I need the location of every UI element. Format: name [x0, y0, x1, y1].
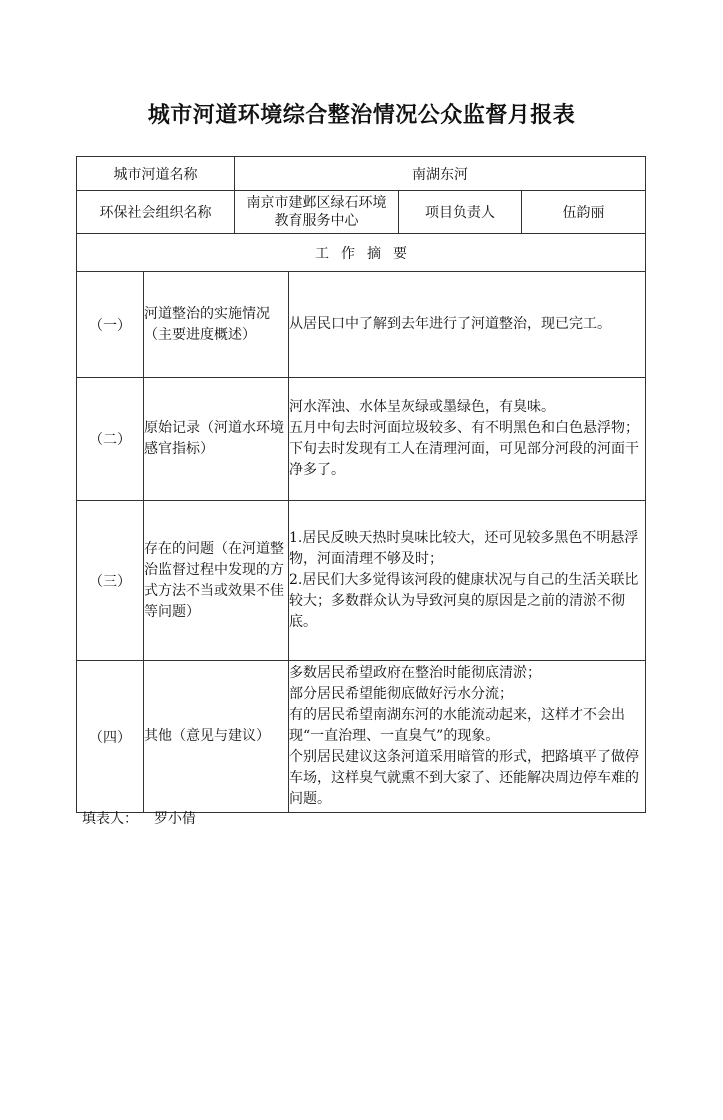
section-line: 个别居民建议这条河道采用暗管的形式，把路填平了做停车场，这样臭气就熏不到大家了、还能解决周边停车难的问题。: [289, 749, 639, 807]
section-number: （三）: [77, 501, 144, 661]
section-label: 原始记录（河道水环境感官指标）: [144, 378, 289, 501]
section-content: [289, 378, 646, 501]
section-label: 河道整治的实施情况（主要进度概述）: [144, 272, 289, 378]
filler-label: 填表人：: [82, 811, 138, 827]
report-table: [76, 156, 646, 813]
section-line: 五月中旬去时河面垃圾较多、有不明黑色和白色悬浮物；下旬去时发现有工人在清理河面，可见部分河段的河面干净多了。: [289, 420, 639, 478]
project-leader-label: 项目负责人: [399, 191, 522, 234]
section-number: （一）: [77, 272, 144, 378]
section-line: 有的居民希望南湖东河的水能流动起来，这样才不会出现“一直治理、一直臭气”的现象。: [289, 707, 625, 744]
section-line: 从居民口中了解到去年进行了河道整治，现已完工。: [289, 316, 611, 332]
river-name-value: 南湖东河: [235, 157, 646, 191]
filler-name: 罗小倩: [154, 811, 196, 827]
section-row: [77, 661, 646, 813]
section-label: 存在的问题（在河道整治监督过程中发现的方式方法不当或效果不佳等问题）: [144, 501, 289, 661]
river-name-label: 城市河道名称: [77, 157, 235, 191]
section-content: [289, 501, 646, 661]
section-line: 河水浑浊、水体呈灰绿或墨绿色，有臭味。: [289, 399, 555, 415]
report-title: 城市河道环境综合整治情况公众监督月报表: [147, 102, 576, 128]
section-row: [77, 378, 646, 501]
project-leader-value: 伍韵丽: [522, 191, 646, 234]
org-name-label: 环保社会组织名称: [77, 191, 235, 234]
section-row: [77, 501, 646, 661]
summary-heading-row: [77, 234, 646, 272]
section-content: [289, 272, 646, 378]
filler-line: [82, 808, 196, 828]
section-line: 1.居民反映天热时臭味比较大，还可见较多黑色不明悬浮物，河面清理不够及时；: [289, 530, 639, 567]
org-row: [77, 191, 646, 234]
org-name-value: 南京市建邺区绿石环境教育服务中心: [235, 191, 399, 234]
section-line: 2.居民们大多觉得该河段的健康状况与自己的生活关联比较大；多数群众认为导致河臭的原因是之前的清淤不彻底。: [289, 572, 639, 630]
section-number: （二）: [77, 378, 144, 501]
section-label: 其他（意见与建议）: [144, 661, 289, 813]
section-number: （四）: [77, 661, 144, 813]
section-row: [77, 272, 646, 378]
section-line: 多数居民希望政府在整治时能彻底清淤；: [289, 665, 541, 681]
river-name-row: [77, 157, 646, 191]
section-content: [289, 661, 646, 813]
summary-heading: 工作摘要: [315, 245, 419, 262]
section-line: 部分居民希望能彻底做好污水分流；: [289, 686, 513, 702]
